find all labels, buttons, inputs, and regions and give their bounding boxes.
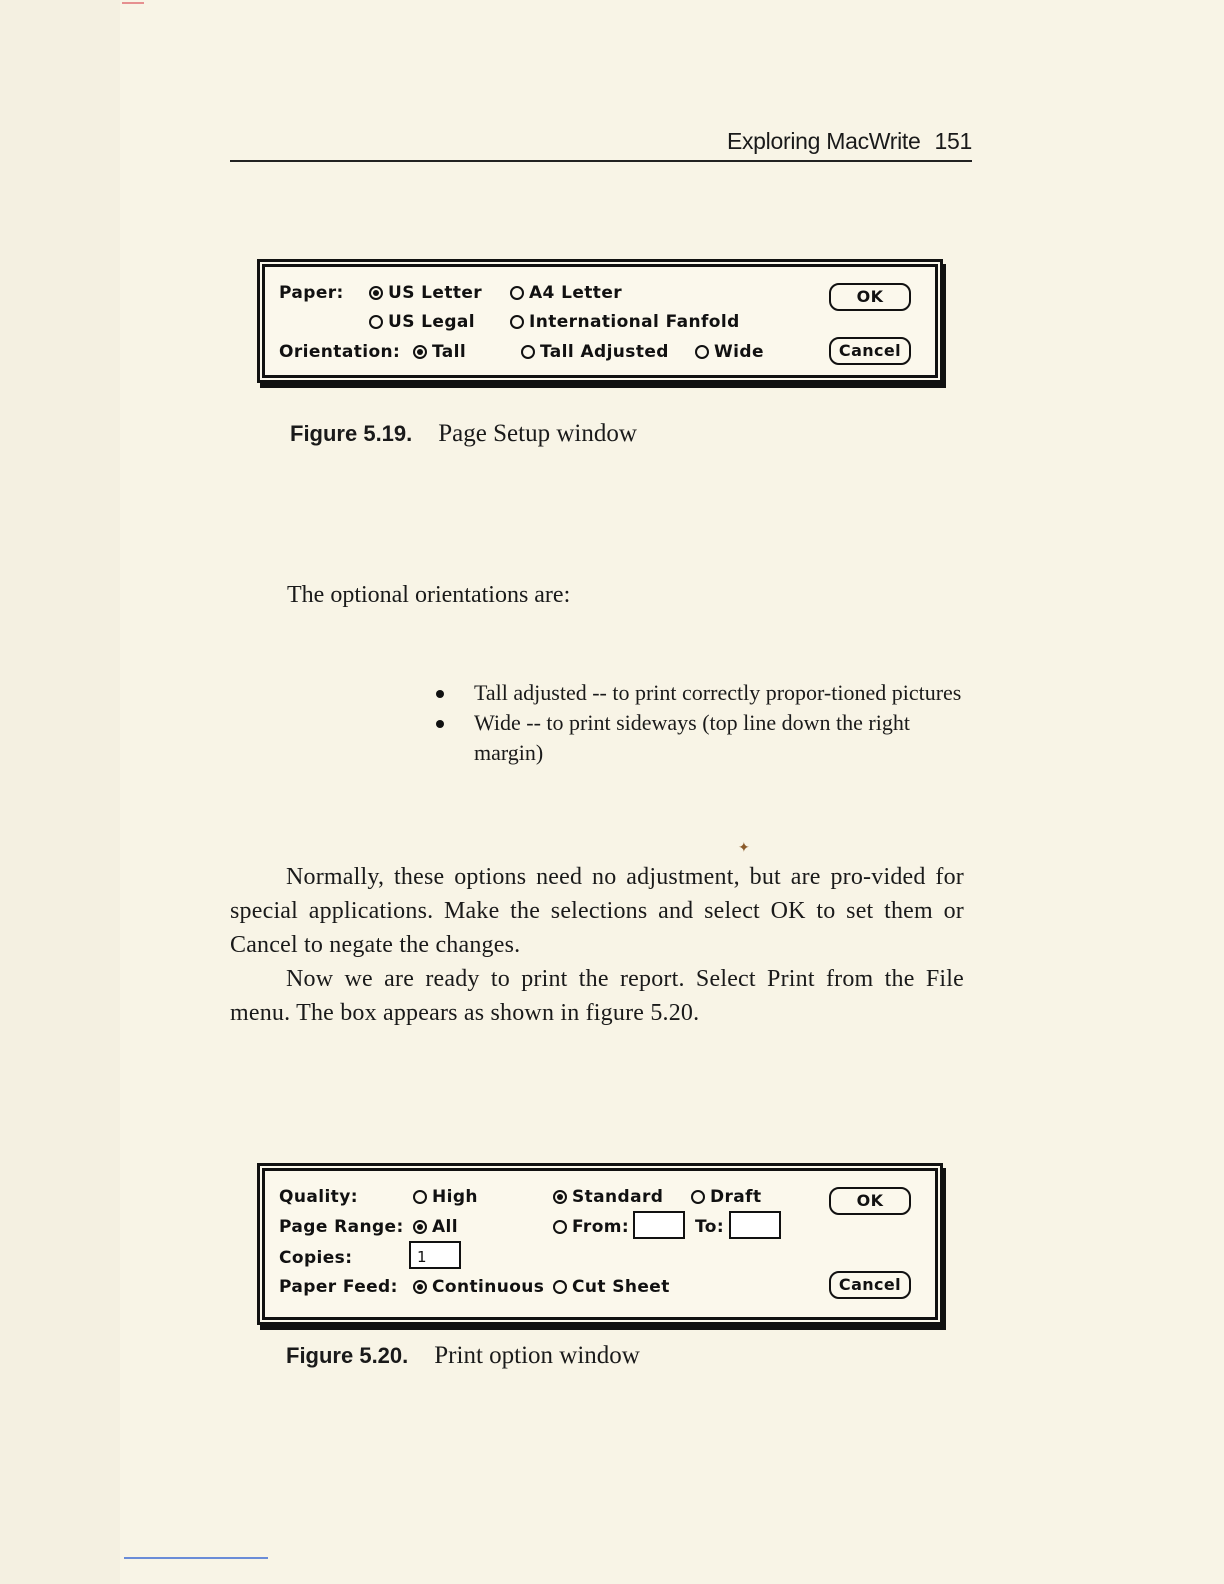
to-page-input[interactable] xyxy=(729,1211,781,1239)
paper-label: Paper: xyxy=(279,283,344,303)
paper-option-us-legal[interactable]: US Legal xyxy=(369,312,475,332)
print-dialog xyxy=(262,1168,938,1320)
radio-icon xyxy=(691,1190,705,1204)
from-page-input[interactable] xyxy=(633,1211,685,1239)
quality-option-standard[interactable]: Standard xyxy=(553,1187,663,1207)
paper-option-international-fanfold[interactable]: International Fanfold xyxy=(510,312,740,332)
radio-icon xyxy=(510,315,524,329)
page-setup-dialog xyxy=(262,264,938,378)
page-range-option-all[interactable]: All xyxy=(413,1217,458,1237)
to-label: To: xyxy=(695,1217,725,1237)
orientation-bullet-list xyxy=(434,678,974,768)
cancel-button[interactable]: Cancel xyxy=(829,337,911,365)
paper-feed-option-continuous[interactable]: Continuous xyxy=(413,1277,544,1297)
ok-button[interactable]: OK xyxy=(829,283,911,311)
page-range-option-from[interactable]: From: xyxy=(553,1217,629,1237)
list-item: Wide -- to print sideways (top line down the right margin) xyxy=(434,708,974,768)
radio-icon xyxy=(510,286,524,300)
figure-label: Figure 5.19. xyxy=(290,421,413,446)
radio-icon xyxy=(695,345,709,359)
orientation-option-tall[interactable]: Tall xyxy=(413,342,466,362)
figure-label: Figure 5.20. xyxy=(286,1343,409,1368)
radio-icon xyxy=(521,345,535,359)
radio-icon xyxy=(553,1280,567,1294)
running-header xyxy=(230,124,972,162)
orientation-label: Orientation: xyxy=(279,342,401,362)
orientation-option-tall-adjusted[interactable]: Tall Adjusted xyxy=(521,342,669,362)
radio-selected-icon xyxy=(413,1220,427,1234)
ok-button[interactable]: OK xyxy=(829,1187,911,1215)
page-range-label: Page Range: xyxy=(279,1217,404,1237)
paragraph: Now we are ready to print the report. Select Print from the File menu. The box appears as shown in figure 5.20. xyxy=(230,966,964,1026)
paper-option-a4-letter[interactable]: A4 Letter xyxy=(510,283,622,303)
radio-icon xyxy=(413,1190,427,1204)
paper-feed-option-cut-sheet[interactable]: Cut Sheet xyxy=(553,1277,670,1297)
quality-option-draft[interactable]: Draft xyxy=(691,1187,762,1207)
scan-mark xyxy=(122,2,144,4)
quality-option-high[interactable]: High xyxy=(413,1187,478,1207)
figure-title: Page Setup window xyxy=(438,420,637,447)
intro-text: The optional orientations are: xyxy=(287,582,571,608)
scan-speck: ✦ xyxy=(738,841,750,856)
figure-5-20-caption xyxy=(286,1342,640,1370)
cancel-button[interactable]: Cancel xyxy=(829,1271,911,1299)
header-title: Exploring MacWrite xyxy=(726,128,921,154)
radio-selected-icon xyxy=(553,1190,567,1204)
radio-icon xyxy=(369,315,383,329)
figure-5-19-caption xyxy=(290,420,637,448)
radio-icon xyxy=(553,1220,567,1234)
paper-option-us-letter[interactable]: US Letter xyxy=(369,283,482,303)
figure-title: Print option window xyxy=(434,1342,640,1369)
orientation-option-wide[interactable]: Wide xyxy=(695,342,764,362)
paper-feed-label: Paper Feed: xyxy=(279,1277,398,1297)
copies-input[interactable]: 1 xyxy=(409,1241,461,1269)
paragraph: Normally, these options need no adjustment, but are pro-vided for special applications. Make the selections and select OK to set them or Cancel to negate the changes. xyxy=(230,864,964,958)
body-paragraphs xyxy=(230,860,964,1030)
radio-selected-icon xyxy=(413,345,427,359)
radio-selected-icon xyxy=(369,286,383,300)
scan-edge-line xyxy=(124,1557,268,1559)
copies-label: Copies: xyxy=(279,1248,353,1268)
radio-selected-icon xyxy=(413,1280,427,1294)
list-item: Tall adjusted -- to print correctly propor-tioned pictures xyxy=(434,678,974,708)
quality-label: Quality: xyxy=(279,1187,358,1207)
page-number: 151 xyxy=(934,128,972,154)
